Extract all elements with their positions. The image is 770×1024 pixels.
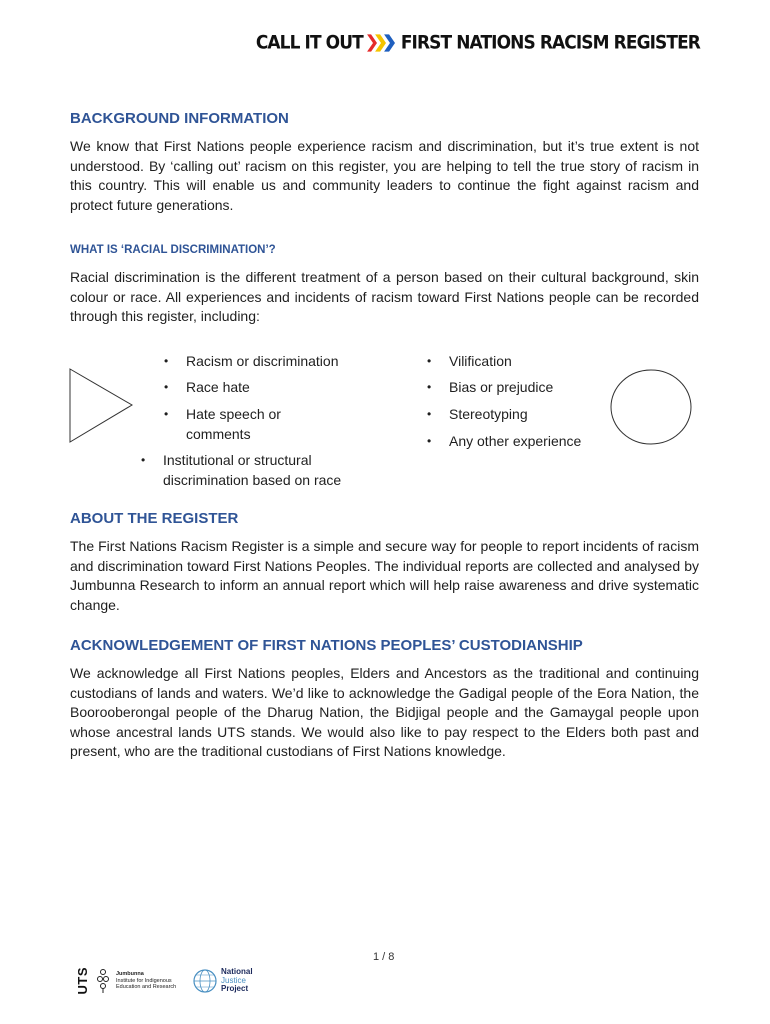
globe-icon [193,969,217,993]
racial-discrimination-paragraph: Racial discrimination is the different treatment of a person based on their cultural background, skin colour or race. All experiences and incidents of racism toward First Nations people can be recorded through this register, including: [70,269,699,324]
bullet-item [164,377,250,397]
bullet-label: Vilification [449,353,512,369]
jumbunna-line: Institute for Indigenous [116,977,172,984]
bullet-item [427,351,512,371]
acknowledgement-heading: ACKNOWLEDGEMENT OF FIRST NATIONS PEOPLES’ CUSTODIANSHIP [70,637,583,654]
jumbunna-emblem-icon [96,968,110,994]
bullet-label: Institutional or structural discrimination based on race [163,452,342,488]
bullet-item [427,377,554,397]
triangle-icon [68,367,136,445]
bullet-item [427,404,528,424]
bullet-item [141,450,368,490]
header-register-title: FIRST NATIONS RACISM REGISTER [400,32,700,54]
njp-text [221,968,253,994]
document-header [256,32,700,54]
jumbunna-line: Education and Research [116,984,177,990]
njp-line: Project [221,984,249,993]
circle-icon [608,367,694,447]
bullet-dot: • [141,453,146,467]
bullet-item [164,351,339,371]
bullet-dot: • [164,354,169,368]
bullet-dot: • [427,407,432,421]
bullet-label: Bias or prejudice [449,379,554,395]
page-number: 1 / 8 [373,951,395,963]
national-justice-project-logo [193,968,253,994]
acknowledgement-paragraph: We acknowledge all First Nations peoples, Elders and Ancestors as the traditional and continuing custodians of lands and waters. We’d like to acknowledge the Gadigal people of the Eora Nation, the Boorooberongal people of the Dharug Nation, the Bidjigal people and the Gamaygal people upon whose ancestral lands UTS stands. We would also like to pay respect to the Elders both past and present, who are the traditional custodians of First Nations knowledge. [70,665,699,759]
bullet-label: Racism or discrimination [186,353,339,369]
arrows-icon [367,34,397,52]
bullet-label: Any other experience [449,433,582,449]
bullet-item [427,431,582,451]
uts-jumbunna-logo [75,967,176,995]
bullet-label: Hate speech or comments [186,406,281,442]
uts-wordmark: UTS [75,967,90,995]
about-paragraph: The First Nations Racism Register is a simple and secure way for people to report incidents of racism and discrimination toward First Nations Peoples. The individual reports are collected and analysed by Jumbunna Research to inform an annual report which will help raise awareness and drive systematic change. [70,538,699,613]
about-heading: ABOUT THE REGISTER [70,510,239,527]
bullet-dot: • [427,354,432,368]
bullet-dot: • [427,380,432,394]
bullet-dot: • [427,434,432,448]
bullet-item [164,404,316,444]
bullet-dot: • [164,380,169,394]
jumbunna-text [116,971,176,991]
jumbunna-line: Jumbunna [116,971,144,977]
bullet-label: Race hate [186,379,250,395]
njp-line: National [221,967,253,976]
racial-discrimination-heading: WHAT IS ‘RACIAL DISCRIMINATION’? [70,244,276,256]
bullet-label: Stereotyping [449,406,528,422]
bullet-dot: • [164,407,169,421]
background-paragraph: We know that First Nations people experience racism and discrimination, but it’s true extent is not understood. By ‘calling out’ racism on this register, you are helping to tell the true story of racism in this country. This will enable us and community leaders to continue the fight against racism and protect future generations. [70,138,699,213]
background-heading: BACKGROUND INFORMATION [70,110,289,127]
header-call-it-out: CALL IT OUT [255,32,363,54]
njp-line: Justice [221,975,246,985]
